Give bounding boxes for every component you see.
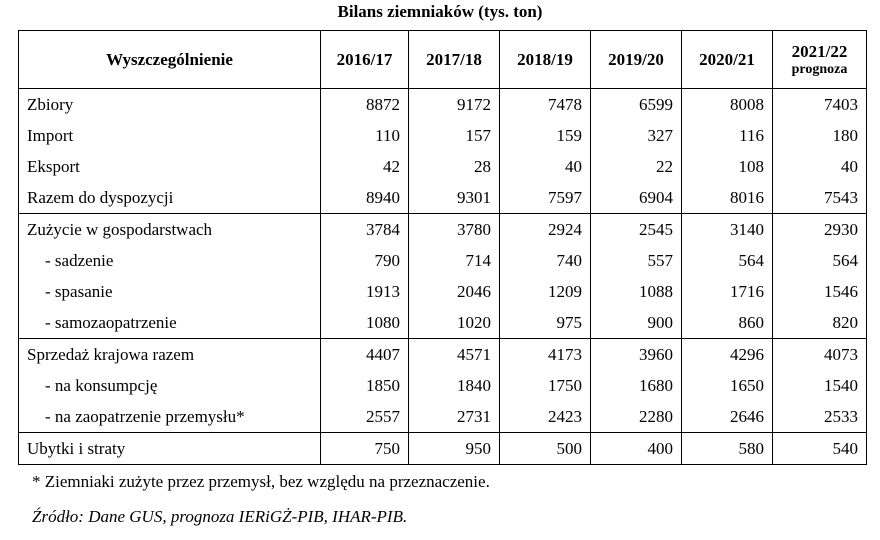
cell: 8008 — [682, 89, 773, 121]
cell: 4571 — [409, 339, 500, 371]
cell: 564 — [773, 245, 867, 276]
cell: 4296 — [682, 339, 773, 371]
cell: 557 — [591, 245, 682, 276]
cell: 1680 — [591, 370, 682, 401]
cell: 3960 — [591, 339, 682, 371]
cell: 1840 — [409, 370, 500, 401]
table-row — [19, 182, 867, 214]
cell: 740 — [500, 245, 591, 276]
cell: 714 — [409, 245, 500, 276]
cell: 500 — [500, 433, 591, 465]
cell: 1850 — [321, 370, 409, 401]
cell: 2930 — [773, 214, 867, 246]
header-year: 2018/19 — [500, 31, 591, 89]
cell: 4407 — [321, 339, 409, 371]
row-label: Sprzedaż krajowa razem — [19, 339, 321, 371]
row-label: - spasanie — [19, 276, 321, 307]
cell: 7478 — [500, 89, 591, 121]
row-label: Eksport — [19, 151, 321, 182]
cell: 180 — [773, 120, 867, 151]
cell: 790 — [321, 245, 409, 276]
cell: 2545 — [591, 214, 682, 246]
row-label: Ubytki i straty — [19, 433, 321, 465]
cell: 1546 — [773, 276, 867, 307]
table-row — [19, 307, 867, 339]
row-label: Zbiory — [19, 89, 321, 121]
cell: 7597 — [500, 182, 591, 214]
header-year-forecast — [773, 31, 867, 89]
cell: 4073 — [773, 339, 867, 371]
table-title: Bilans ziemniaków (tys. ton) — [337, 2, 543, 21]
cell: 2924 — [500, 214, 591, 246]
cell: 28 — [409, 151, 500, 182]
cell: 8940 — [321, 182, 409, 214]
cell: 2046 — [409, 276, 500, 307]
cell: 820 — [773, 307, 867, 339]
cell: 860 — [682, 307, 773, 339]
forecast-label: prognoza — [791, 61, 848, 77]
cell: 6904 — [591, 182, 682, 214]
cell: 400 — [591, 433, 682, 465]
table-row — [19, 120, 867, 151]
cell: 540 — [773, 433, 867, 465]
cell: 975 — [500, 307, 591, 339]
potato-balance-table — [18, 30, 867, 465]
cell: 750 — [321, 433, 409, 465]
header-year: 2020/21 — [682, 31, 773, 89]
table-row — [19, 276, 867, 307]
cell: 6599 — [591, 89, 682, 121]
footnote: * Ziemniaki zużyte przez przemysł, bez względu na przeznaczenie. — [32, 472, 490, 491]
cell: 4173 — [500, 339, 591, 371]
cell: 9301 — [409, 182, 500, 214]
cell: 1209 — [500, 276, 591, 307]
table-row — [19, 214, 867, 246]
source-note: Źródło: Dane GUS, prognoza IERiGŻ-PIB, IHAR-PIB. — [32, 507, 408, 526]
cell: 2557 — [321, 401, 409, 433]
cell: 1088 — [591, 276, 682, 307]
cell: 159 — [500, 120, 591, 151]
cell: 40 — [500, 151, 591, 182]
header-year: 2019/20 — [591, 31, 682, 89]
row-label: - samozaopatrzenie — [19, 307, 321, 339]
cell: 1650 — [682, 370, 773, 401]
cell: 1540 — [773, 370, 867, 401]
cell: 1020 — [409, 307, 500, 339]
row-label: - na zaopatrzenie przemysłu* — [19, 401, 321, 433]
cell: 2646 — [682, 401, 773, 433]
table-row — [19, 401, 867, 433]
cell: 1080 — [321, 307, 409, 339]
cell: 3140 — [682, 214, 773, 246]
cell: 40 — [773, 151, 867, 182]
cell: 3780 — [409, 214, 500, 246]
row-label: - na konsumpcję — [19, 370, 321, 401]
cell: 950 — [409, 433, 500, 465]
row-label: Zużycie w gospodarstwach — [19, 214, 321, 246]
cell: 3784 — [321, 214, 409, 246]
header-year: 2021/22 — [791, 41, 848, 61]
header-row — [19, 31, 867, 89]
cell: 108 — [682, 151, 773, 182]
cell: 110 — [321, 120, 409, 151]
cell: 8872 — [321, 89, 409, 121]
cell: 1716 — [682, 276, 773, 307]
table-row — [19, 433, 867, 465]
cell: 2423 — [500, 401, 591, 433]
table-row — [19, 151, 867, 182]
row-label: Razem do dyspozycji — [19, 182, 321, 214]
cell: 7543 — [773, 182, 867, 214]
cell: 1913 — [321, 276, 409, 307]
cell: 564 — [682, 245, 773, 276]
table-row — [19, 89, 867, 121]
cell: 900 — [591, 307, 682, 339]
cell: 580 — [682, 433, 773, 465]
cell: 8016 — [682, 182, 773, 214]
table-row — [19, 370, 867, 401]
row-label: Import — [19, 120, 321, 151]
header-label: Wyszczególnienie — [19, 31, 321, 89]
cell: 22 — [591, 151, 682, 182]
cell: 2731 — [409, 401, 500, 433]
cell: 2280 — [591, 401, 682, 433]
cell: 116 — [682, 120, 773, 151]
cell: 7403 — [773, 89, 867, 121]
table-row — [19, 339, 867, 371]
cell: 1750 — [500, 370, 591, 401]
row-label: - sadzenie — [19, 245, 321, 276]
cell: 157 — [409, 120, 500, 151]
header-year: 2016/17 — [321, 31, 409, 89]
cell: 2533 — [773, 401, 867, 433]
header-year: 2017/18 — [409, 31, 500, 89]
cell: 327 — [591, 120, 682, 151]
cell: 9172 — [409, 89, 500, 121]
table-row — [19, 245, 867, 276]
cell: 42 — [321, 151, 409, 182]
